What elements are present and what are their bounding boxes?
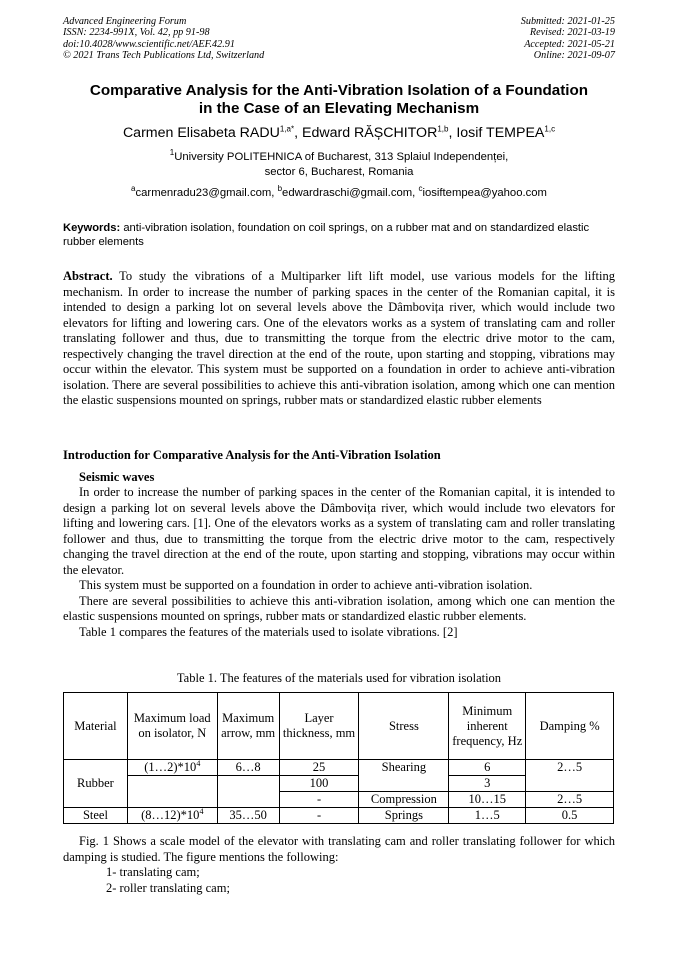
title-line-2: in the Case of an Elevating Mechanism bbox=[198, 100, 480, 117]
header-cell: Minimum inherent frequency, Hz bbox=[449, 693, 526, 760]
author-2-sup: 1,b bbox=[437, 124, 449, 134]
header-cell: Damping % bbox=[526, 693, 614, 760]
table-cell: Rubber bbox=[64, 760, 128, 808]
keywords-label: Keywords: bbox=[63, 222, 121, 234]
subsection-heading: Seismic waves bbox=[79, 470, 155, 484]
author-1: Carmen Elisabeta RADU bbox=[122, 125, 280, 141]
section-heading: Introduction for Comparative Analysis for the Anti-Vibration Isolation bbox=[63, 448, 441, 462]
table-cell: $(8\dots 12)*10^4$ bbox=[127, 808, 217, 824]
journal-copyright: © 2021 Trans Tech Publications Ltd, Switzerland bbox=[63, 50, 265, 62]
list-item: 1- translating cam; bbox=[106, 865, 200, 879]
affiliation-line-1: University POLITEHNICA of Bucharest, 313 Splaiul Independenței, bbox=[174, 151, 509, 163]
table-row bbox=[64, 760, 614, 776]
date-online: Online: 2021-09-07 bbox=[533, 50, 615, 62]
table-cell: Steel bbox=[64, 808, 128, 824]
paper-title bbox=[63, 82, 615, 118]
table-cell: Springs bbox=[359, 808, 449, 824]
table-cell: Compression bbox=[359, 792, 449, 808]
table-cell: 2…5 bbox=[526, 792, 614, 808]
table-cell: 3 bbox=[449, 776, 526, 792]
table-cell: 35…50 bbox=[217, 808, 279, 824]
intro-body bbox=[63, 485, 615, 640]
table-cell bbox=[217, 776, 279, 808]
publication-dates bbox=[521, 16, 615, 62]
intro-paragraph-4: Table 1 compares the features of the materials used to isolate vibrations. [2] bbox=[79, 624, 458, 639]
abstract-text: To study the vibrations of a Multiparker lift lift model, use various models for the lifting mechanism. In order to increase the number of parking spaces in the center of the Romanian capital, it is intended to design a parking lot on several levels above the Dâmbovița river, which would include two elevators for lifting and lowering cars. One of the elevators works as a system of translating cam and roller translating follower and thus, due to transmitting the torque from the electric drive motor to the cam, respectively changing the travel direction at the end of the route, upon starting and stopping, vibrations may occur within the elevator. This system must be supported on a foundation in order to achieve anti-vibration isolation. There are several possibilities to achieve this anti-vibration isolation, among which one can mention the elastic suspensions mounted on springs, rubber mats or standardized elastic rubber elements bbox=[63, 269, 615, 407]
header-cell: Maximum load on isolator, N bbox=[127, 693, 217, 760]
author-3: Iosif TEMPEA bbox=[456, 125, 545, 141]
intro-paragraph-2: This system must be supported on a foundation in order to achieve anti-vibration isolation. bbox=[79, 578, 533, 592]
email-c-sup: c bbox=[418, 184, 423, 194]
intro-paragraph-1: In order to increase the number of parking spaces in the center of the Romanian capital, it is intended to design a parking lot on several levels above the Dâmbovița river, which would include two elevators for lifting and lowering cars. [1]. One of the elevators works as a system of translating cam and roller translating follower and thus, due to transmitting the torque from the electric drive motor to the cam, respectively changing the travel direction at the end of the route, upon starting and stopping, vibrations may occur within the elevator. bbox=[63, 485, 615, 577]
abstract bbox=[63, 269, 615, 409]
journal-info bbox=[63, 16, 264, 62]
author-emails: $^a$carmenradu23@gmail.com, $^b$edwardraschi@gmail.com, $^c$iosiftempea@yahoo.com bbox=[131, 184, 547, 199]
table-cell: - bbox=[279, 808, 359, 824]
keywords-text: anti-vibration isolation, foundation on coil springs, on a rubber mat and on standardized elastic rubber elements bbox=[63, 222, 590, 248]
keywords bbox=[63, 221, 615, 249]
affiliation bbox=[63, 150, 615, 180]
affiliation-sup: 1 bbox=[169, 148, 175, 158]
table-cell: 1…5 bbox=[449, 808, 526, 824]
email-a-sup: a bbox=[131, 184, 136, 194]
email-b-sup: b bbox=[277, 184, 283, 194]
header-cell: Maximum arrow, mm bbox=[217, 693, 279, 760]
header-cell: Stress bbox=[359, 693, 449, 760]
email-b[interactable]: edwardraschi@gmail.com bbox=[282, 187, 413, 199]
table-cell: 10…15 bbox=[449, 792, 526, 808]
table-cell: 25 bbox=[279, 760, 359, 776]
table-header-row bbox=[64, 693, 614, 760]
abstract-label: Abstract. bbox=[63, 269, 113, 283]
table-cell: Shearing bbox=[359, 760, 449, 792]
table-cell: 6…8 bbox=[217, 760, 279, 776]
header-cell: Material bbox=[64, 693, 128, 760]
table-cell: $(1\dots 2)*10^4$ bbox=[127, 760, 217, 776]
author-list: Carmen Elisabeta $RADU^{1,a*}$, Edward RĂȘCHITOR$^{1,b}$, Iosif TEMPEA$^{1,c}$ bbox=[122, 124, 556, 141]
table-cell: 0.5 bbox=[526, 808, 614, 824]
table-cell: 6 bbox=[449, 760, 526, 776]
list-item: 2- roller translating cam; bbox=[106, 880, 230, 895]
table-cell: 2…5 bbox=[526, 760, 614, 792]
author-2: Edward RĂȘCHITOR bbox=[301, 125, 438, 141]
table-row bbox=[64, 808, 614, 824]
figure-paragraph: Fig. 1 Shows a scale model of the elevator with translating cam and roller translating follower for which damping is studied. The figure mentions the following: bbox=[63, 834, 615, 864]
header-cell: Layer thickness, mm bbox=[279, 693, 359, 760]
date-revised: Revised: 2021-03-19 bbox=[529, 27, 615, 39]
journal-name: Advanced Engineering Forum bbox=[63, 16, 187, 27]
materials-table bbox=[63, 692, 614, 824]
table-cell bbox=[127, 776, 217, 808]
table-caption: Table 1. The features of the materials used for vibration isolation bbox=[176, 671, 502, 685]
intro-paragraph-3: There are several possibilities to achieve this anti-vibration isolation, among which one can mention the elastic suspensions mounted on springs, rubber mats or standardized elastic rubber elements. bbox=[63, 593, 615, 623]
author-1-sup: 1,a* bbox=[279, 124, 295, 134]
email-c[interactable]: iosiftempea@yahoo.com bbox=[422, 187, 547, 199]
date-accepted: Accepted: 2021-05-21 bbox=[524, 38, 615, 50]
date-submitted: Submitted: 2021-01-25 bbox=[520, 16, 615, 27]
journal-issn: ISSN: 2234-991X, Vol. 42, pp 91-98 bbox=[63, 27, 210, 39]
title-line-1: Comparative Analysis for the Anti-Vibration Isolation of a Foundation bbox=[89, 82, 589, 99]
email-a[interactable]: carmenradu23@gmail.com bbox=[135, 187, 272, 199]
table-cell: 100 bbox=[279, 776, 359, 792]
figure-intro bbox=[63, 834, 615, 896]
affiliation-line-2: sector 6, Bucharest, Romania bbox=[264, 166, 414, 178]
author-3-sup: 1,c bbox=[544, 124, 556, 134]
table-cell: - bbox=[279, 792, 359, 808]
journal-doi[interactable]: doi:10.4028/www.scientific.net/AEF.42.91 bbox=[63, 38, 235, 50]
